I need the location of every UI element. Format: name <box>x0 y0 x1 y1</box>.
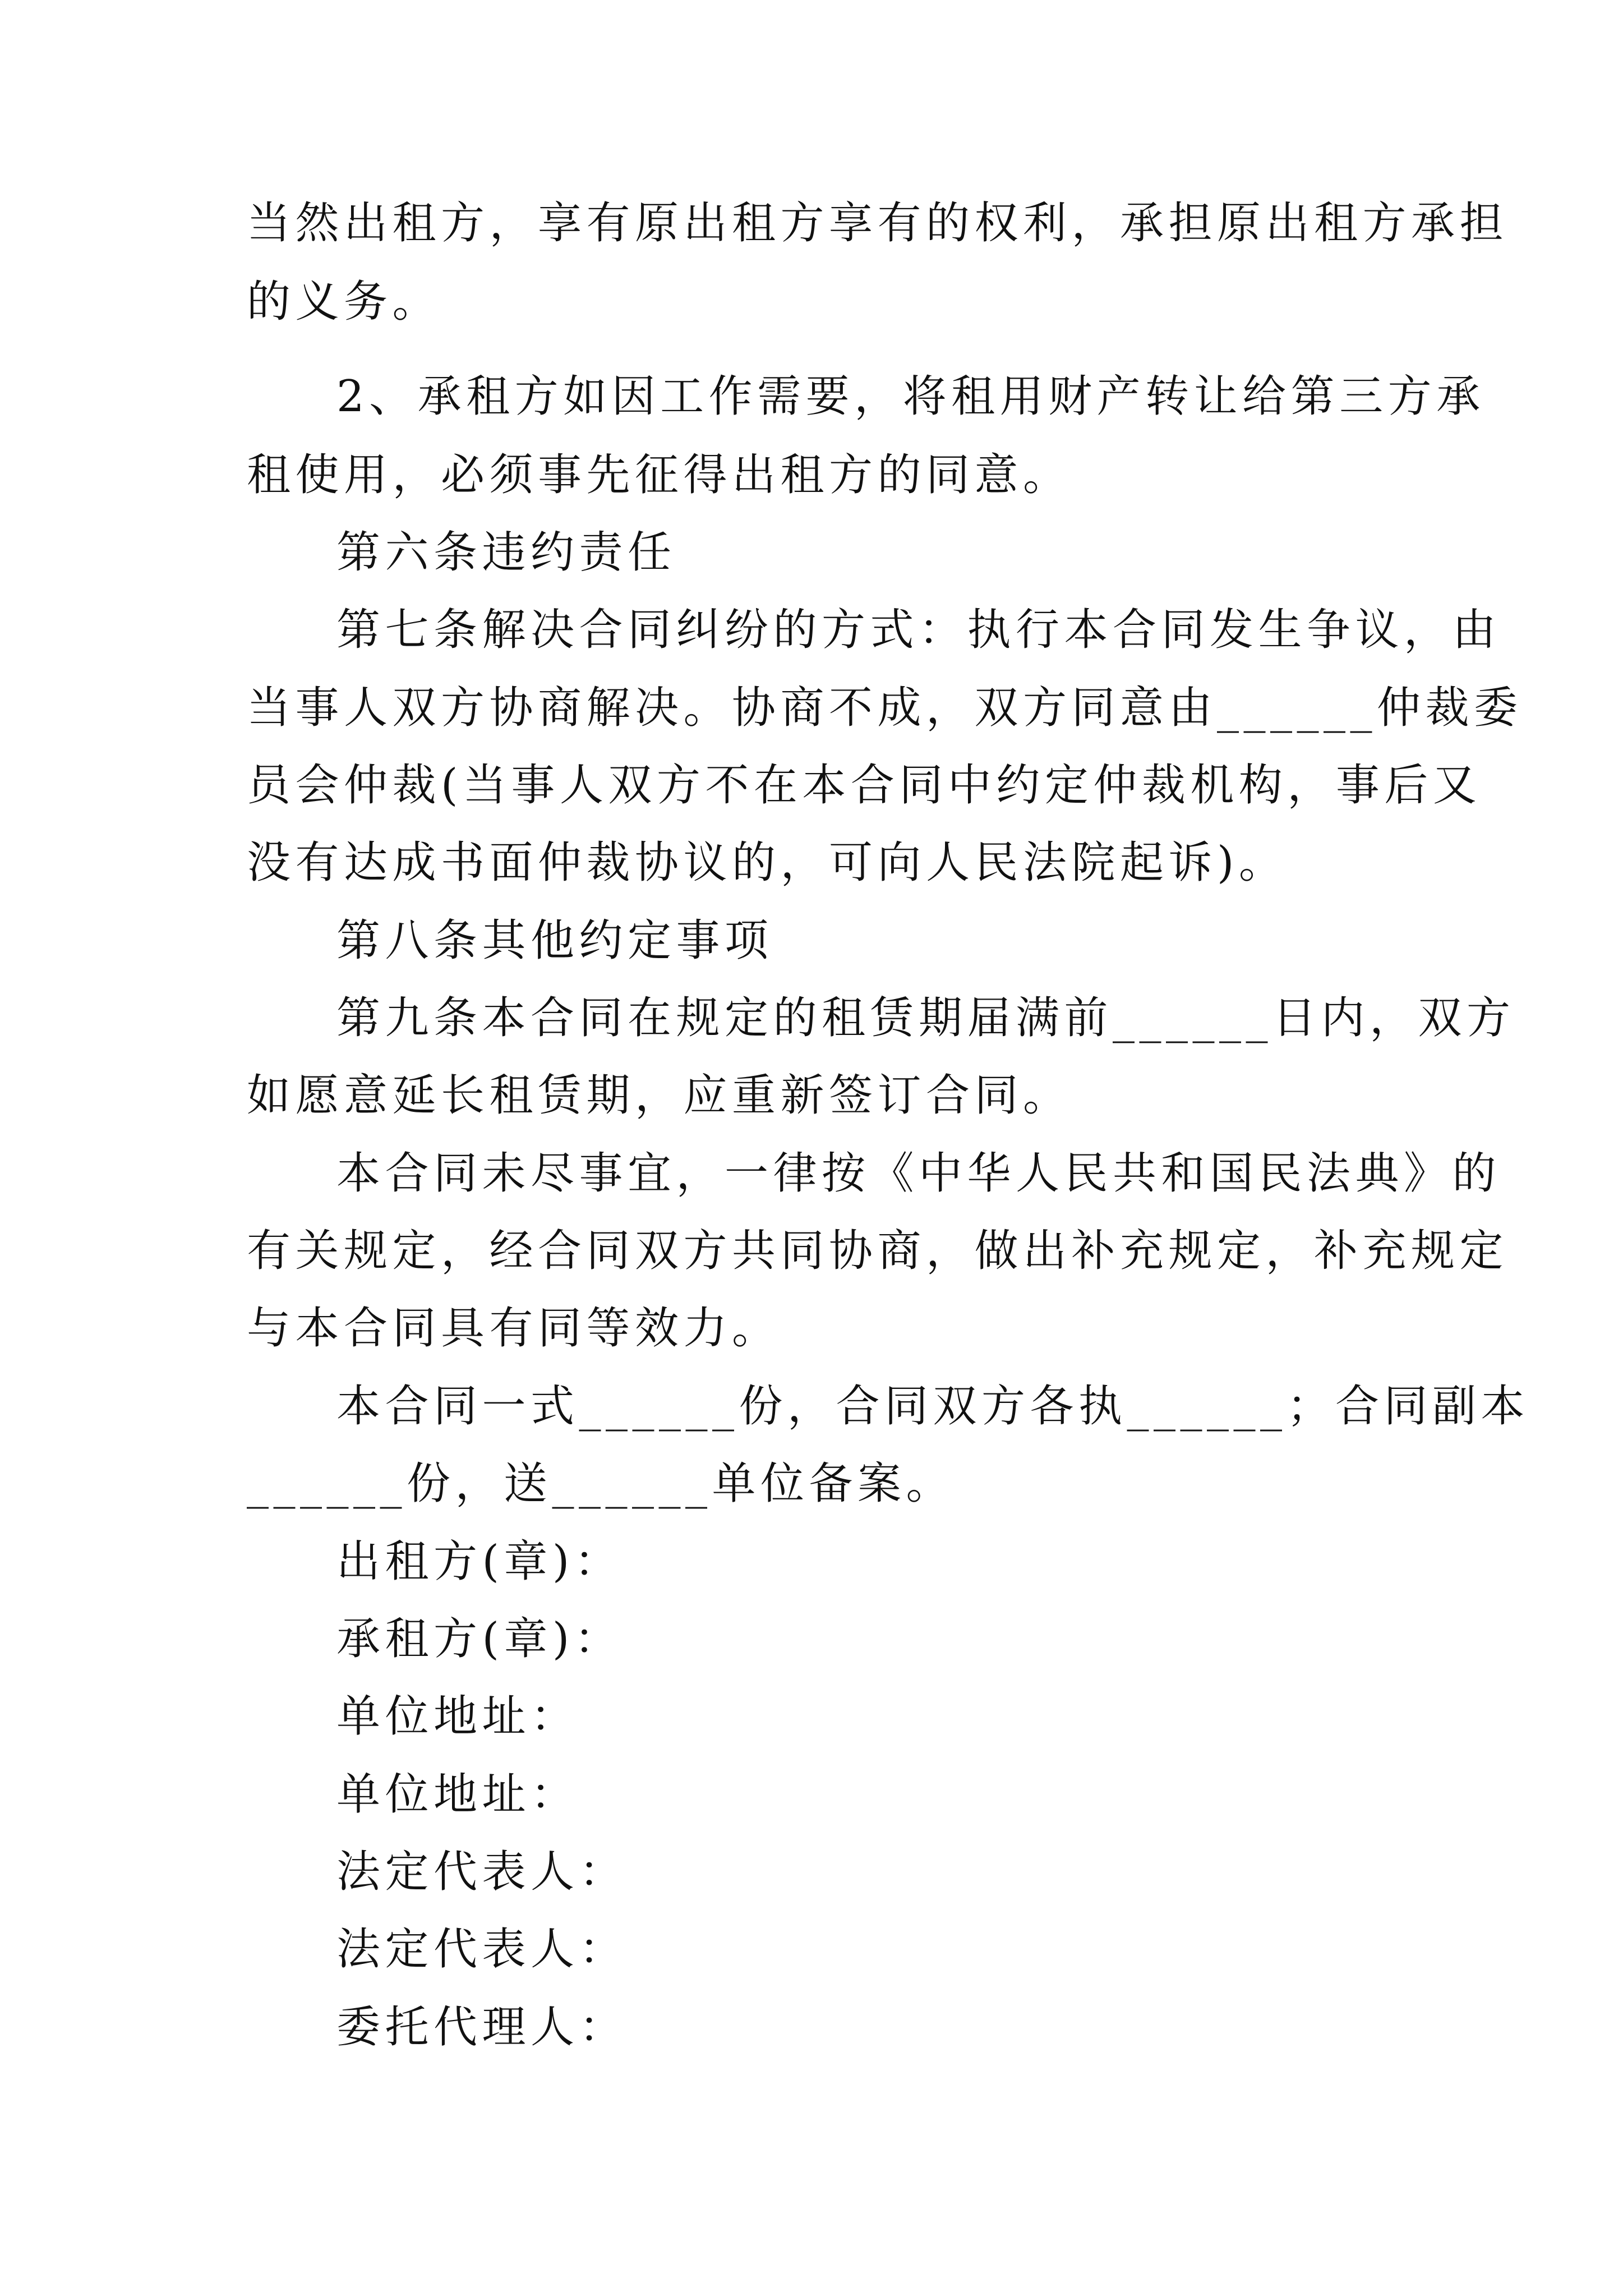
text-line: 当事人双方协商解决。协商不成，双方同意由______仲裁委 <box>247 683 1523 733</box>
text-line: 本合同未尽事宜，一律按《中华人民共和国民法典》的 <box>336 1148 1501 1199</box>
text-line: 有关规定，经合同双方共同协商，做出补充规定，补充规定 <box>247 1226 1509 1276</box>
article-heading: 第六条违约责任 <box>336 527 676 578</box>
text-line: 本合同一式______份，合同双方各执______；合同副本 <box>336 1381 1530 1432</box>
text-line: 租使用，必须事先征得出租方的同意。 <box>247 450 1072 500</box>
lessor-seal-label: 出租方(章)： <box>336 1536 623 1587</box>
lessee-seal-label: 承租方(章)： <box>336 1614 623 1664</box>
text-line: 员会仲裁(当事人双方不在本合同中约定仲裁机构，事后又 <box>247 760 1482 811</box>
article-heading: 第八条其他约定事项 <box>336 915 773 966</box>
text-line: 当然出租方，享有原出租方享有的权利，承担原出租方承担 <box>247 198 1509 249</box>
text-line: 第九条本合同在规定的租赁期届满前______日内，双方 <box>336 993 1515 1043</box>
text-line: 2、承租方如因工作需要，将租用财产转让给第三方承 <box>336 371 1485 422</box>
text-line: 没有达成书面仲裁协议的，可向人民法院起诉)。 <box>247 838 1288 888</box>
lessee-legal-rep-label: 法定代表人： <box>336 1924 628 1975</box>
text-line: 的义务。 <box>247 277 441 327</box>
text-line: 如愿意延长租赁期，应重新签订合同。 <box>247 1070 1072 1121</box>
lessee-address-label: 单位地址： <box>336 1769 579 1820</box>
agent-label: 委托代理人： <box>336 2002 628 2053</box>
lessor-legal-rep-label: 法定代表人： <box>336 1847 628 1897</box>
text-line: 第七条解决合同纠纷的方式：执行本合同发生争议，由 <box>336 605 1501 655</box>
text-line: 与本合同具有同等效力。 <box>247 1303 781 1354</box>
text-line: ______份，送______单位备案。 <box>247 1458 955 1509</box>
lessor-address-label: 单位地址： <box>336 1691 579 1742</box>
